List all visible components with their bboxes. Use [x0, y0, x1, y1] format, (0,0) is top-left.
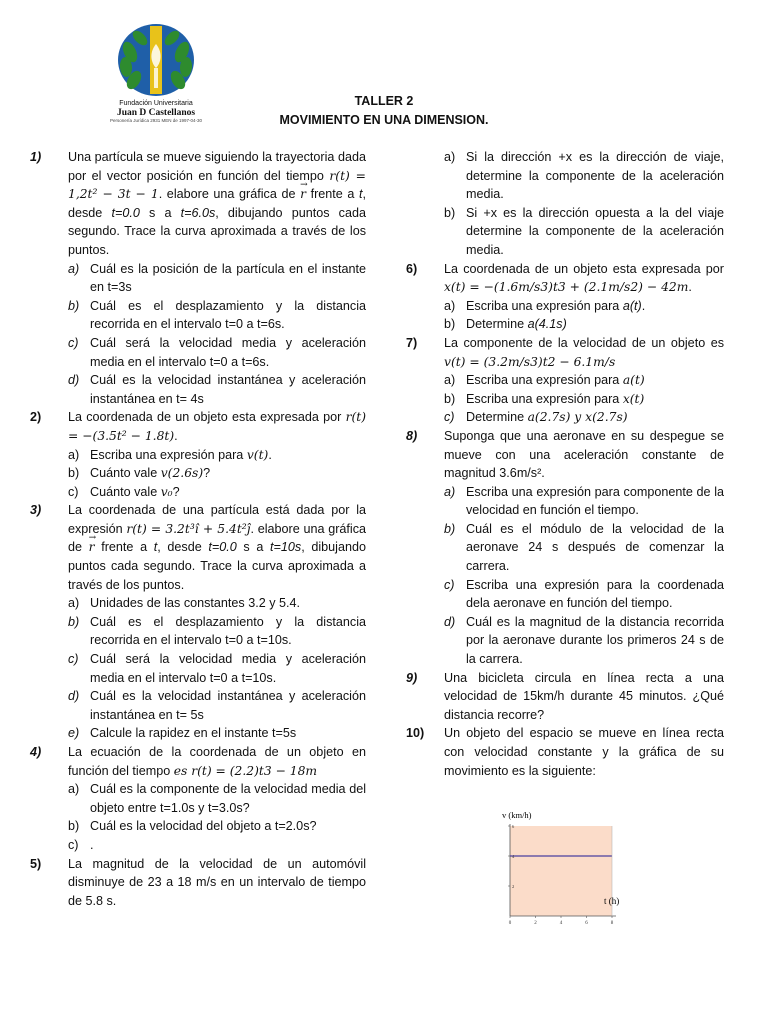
equation: es r(t) = (2.2)t3 − 18m: [173, 763, 318, 778]
sub-question: [444, 520, 724, 576]
question-5-continued: [406, 148, 724, 260]
sub-text: Determine: [466, 410, 528, 425]
question-text: t: [359, 187, 363, 202]
sub-question: [68, 817, 366, 836]
sub-text: ?: [172, 484, 180, 499]
x-tick-label: 0: [508, 921, 512, 926]
sub-letter: b): [444, 205, 456, 220]
sub-letter: a): [444, 150, 456, 164]
sub-letter: d): [68, 373, 80, 388]
sub-question: [68, 724, 366, 743]
equation: a(t): [622, 373, 645, 388]
question-text: , desde: [68, 187, 366, 220]
sub-letter: a): [68, 447, 80, 462]
x-tick-label: 8: [610, 921, 614, 926]
sub-question: [68, 780, 366, 817]
sub-question: [68, 446, 366, 465]
sub-question: [68, 836, 366, 855]
sub-letter: a): [444, 298, 456, 313]
sub-letter: a): [68, 596, 80, 611]
sub-question: [444, 408, 724, 427]
question-10: [406, 724, 724, 780]
question-text: s a: [139, 205, 181, 220]
sub-letter: b): [68, 819, 80, 834]
logo-line-2: Juan D Castellanos: [116, 108, 196, 118]
question-text: t=0.0: [208, 540, 237, 555]
sub-letter: b): [444, 317, 456, 332]
velocity-time-chart: [500, 806, 640, 926]
sub-text: Si +x es la dirección opuesta a la del viaje determine la componente de la aceleración media.: [466, 205, 724, 257]
question-3: [30, 501, 366, 743]
sub-letter: b): [68, 298, 80, 313]
sub-question: [68, 594, 366, 613]
sub-text: Escriba una expresión para componente de la velocidad en función el tiempo.: [466, 484, 724, 518]
equation: v(t) = (3.2m/s3)t2 − 6.1m/s: [444, 354, 616, 369]
vector-symbol: → r: [89, 538, 95, 557]
question-number: 5): [30, 856, 42, 871]
sub-question: [68, 260, 366, 297]
sub-text: Escriba una expresión para: [466, 298, 623, 313]
sub-question: [444, 390, 724, 409]
question-text: , dibujando puntos cada segundo. Trace la curva aproximada a través de los puntos.: [68, 540, 366, 592]
question-2: [30, 408, 366, 501]
question-number: 1): [30, 150, 42, 164]
sub-text: .: [90, 837, 94, 852]
sub-text: Cuánto vale: [90, 466, 161, 481]
question-6: [406, 260, 724, 334]
equation: r(t) = −(3.5t² − 1.8t): [68, 410, 366, 443]
sub-letter: c): [68, 335, 79, 350]
sub-text: Cuál es la componente de la velocidad media del objeto entre t=1.0s y t=3.0s?: [90, 782, 366, 815]
page-title: TALLER 2: [354, 94, 414, 108]
question-5: [30, 855, 366, 911]
question-text: . elabore una gráfica de: [158, 187, 301, 202]
sub-letter: c): [68, 652, 79, 667]
sub-question: [68, 687, 366, 724]
sub-letter: b): [444, 391, 456, 406]
equation: x(t): [622, 391, 645, 406]
question-7: [406, 334, 724, 427]
question-4: [30, 743, 366, 855]
question-text: Un objeto del espacio se mueve en línea recta con velocidad constante y la gráfica de su movimiento es la siguiente:: [444, 726, 724, 778]
question-text: t=10s: [270, 540, 302, 555]
question-text: La coordenada de un objeto esta expresada por: [444, 261, 724, 276]
question-number: 7): [406, 335, 418, 350]
sub-text: Cuál es el desplazamiento y la distancia recorrida en el intervalo t=0 a t=6s.: [90, 298, 366, 332]
question-text: t=6.0s: [180, 205, 216, 220]
sub-question: [68, 650, 366, 687]
sub-question: [444, 148, 724, 204]
logo-line-1: Fundación Universitaria: [119, 100, 193, 107]
question-text: La coordenada de un objeto esta expresada por: [68, 410, 346, 425]
sub-question: [68, 371, 366, 408]
question-text: frente a: [94, 540, 154, 555]
sub-letter: c): [444, 577, 455, 592]
y-tick-label: 2: [512, 884, 515, 889]
sub-letter: d): [68, 689, 80, 704]
sub-text: Cuál es el desplazamiento y la distancia recorrida en el intervalo t=0 a t=10s.: [90, 614, 366, 648]
sub-text: Cuál es la posición de la partícula en el instante en t=3s: [90, 261, 366, 295]
question-text: Una bicicleta circula en línea recta a una velocidad de 15km/h durante 45 minutos. ¿Qué distancia recorre?: [444, 670, 724, 722]
sub-letter: b): [68, 466, 80, 481]
sub-question: [444, 576, 724, 613]
sub-text: Cuál será la velocidad media y aceleración media en el intervalo t=0 a t=10s.: [90, 652, 366, 685]
sub-text: Cuánto vale: [90, 484, 161, 499]
equation: a(2.7s) y x(2.7s): [527, 410, 628, 425]
question-number: 3): [30, 503, 42, 518]
question-number: 6): [406, 261, 418, 276]
sub-question: [68, 334, 366, 371]
equation: x(t) = −(1.6m/s3)t3 + (2.1m/s2) − 42m: [444, 280, 689, 295]
sub-text: Escriba una expresión para: [90, 447, 247, 462]
y-axis-label: v (km/h): [502, 810, 532, 820]
sub-question: [68, 464, 366, 483]
x-axis-label: t (h): [604, 896, 620, 906]
laurel-torch-icon: [116, 22, 196, 98]
sub-text: Cuál es la velocidad instantánea y aceleración instantánea en t= 5s: [90, 689, 366, 722]
sub-letter: d): [444, 614, 456, 629]
question-1: [30, 148, 366, 408]
sub-text: Cuál es la velocidad instantánea y aceleración instantánea en t= 4s: [90, 373, 366, 406]
equation: v₀: [160, 484, 173, 499]
sub-text: Unidades de las constantes 3.2 y 5.4.: [90, 596, 301, 611]
x-tick-label: 4: [559, 921, 563, 926]
sub-text: Cuál será la velocidad media y aceleración media en el intervalo t=0 a t=6s.: [90, 335, 366, 369]
right-column: [406, 148, 724, 780]
sub-question: [444, 613, 724, 669]
sub-question: [68, 297, 366, 334]
question-9: [406, 669, 724, 725]
question-text: t: [153, 540, 158, 555]
sub-letter: a): [444, 373, 456, 388]
sub-letter: b): [444, 521, 456, 536]
question-text: La coordenada de una partícula está dada por la expresión: [68, 503, 366, 536]
question-text: t=0.0: [111, 205, 140, 220]
sub-letter: b): [68, 614, 80, 629]
question-number: 4): [30, 745, 42, 759]
question-text: frente a: [305, 187, 359, 202]
page-subtitle: MOVIMIENTO EN UNA DIMENSION.: [279, 113, 489, 127]
sub-question: [68, 613, 366, 650]
question-text: Suponga que una aeronave en su despegue se mueve con una aceleración constante de magnitud 3.6m/s².: [444, 428, 724, 481]
sub-text: Determine: [466, 317, 528, 332]
x-ticks: [509, 916, 614, 926]
sub-letter: a): [68, 782, 80, 797]
y-tick-label: 4: [512, 854, 515, 859]
sub-question: [444, 297, 724, 316]
left-column: [30, 148, 366, 910]
sub-text: Cuál es la magnitud de la distancia recorrida por la aeronave durante los primeros 24 s de la carrera.: [466, 614, 724, 667]
sub-text: Si la dirección +x es la dirección de viaje, determine la componente de la aceleración media.: [466, 150, 724, 202]
sub-question: [444, 315, 724, 334]
sub-question: [444, 204, 724, 260]
sub-letter: e): [68, 726, 80, 741]
question-number: 10): [406, 726, 425, 741]
equation: v(2.6s): [160, 466, 204, 481]
question-number: 9): [406, 670, 418, 685]
vector-symbol: → r: [300, 185, 306, 204]
sub-text: .: [268, 447, 272, 462]
equation: a(4.1s): [527, 317, 567, 332]
question-text: , dibujando puntos cada segundo. Trace la curva aproximada a través de los puntos.: [68, 205, 366, 257]
question-text: .: [688, 280, 692, 295]
sub-letter: c): [68, 484, 79, 499]
sub-text: Cuál es la velocidad del objeto a t=2.0s?: [90, 819, 317, 834]
area-fill: [510, 826, 612, 916]
sub-text: ?: [203, 466, 211, 481]
sub-letter: a): [444, 484, 456, 499]
sub-letter: a): [68, 261, 80, 276]
x-tick-label: 2: [534, 921, 537, 926]
question-text: La componente de la velocidad de un objeto es: [444, 335, 724, 350]
question-number: 2): [30, 410, 42, 425]
x-tick-label: 6: [585, 921, 588, 926]
sub-text: Escriba una expresión para: [466, 373, 623, 388]
sub-text: Escriba una expresión para: [466, 391, 623, 406]
equation: r(t) = 1,2t² − 3t − 1: [68, 168, 366, 202]
question-text: , desde: [157, 540, 209, 555]
question-number: 8): [406, 428, 418, 443]
sub-letter: c): [444, 410, 455, 425]
logo-line-3: Personería Jurídica 2931 MEN de 1997-04-30: [109, 118, 203, 123]
sub-question: [444, 371, 724, 390]
question-text: La ecuación de la coordenada de un objeto en función del tiempo: [68, 745, 366, 778]
question-text: .: [174, 428, 178, 443]
question-text: Una partícula se mueve siguiendo la trayectoria dada por el vector posición en función del tiempo: [68, 150, 366, 183]
question-text: s a: [236, 540, 271, 555]
question-text: . elabore una gráfica de: [68, 521, 366, 555]
equation: r(t) = 3.2t³î + 5.4t²ĵ: [126, 521, 251, 536]
sub-letter: c): [68, 837, 79, 852]
sub-question: [444, 483, 724, 520]
sub-text: .: [641, 298, 646, 313]
question-text: La magnitud de la velocidad de un automóvil disminuye de 23 a 18 m/s en un intervalo de tiempo de 5.8 s.: [68, 856, 366, 908]
sub-text: Escriba una expresión para la coordenada dela aeronave en función del tiempo.: [466, 577, 724, 611]
equation: a(t): [622, 298, 642, 313]
sub-text: Calcule la rapidez en el instante t=5s: [90, 726, 297, 741]
sub-question: [68, 483, 366, 502]
y-tick-label: 6: [512, 824, 515, 829]
sub-text: Cuál es el módulo de la velocidad de la aeronave 24 s después de comenzar la carrera.: [466, 521, 724, 574]
question-8: [406, 427, 724, 669]
equation: v(t): [246, 447, 269, 462]
